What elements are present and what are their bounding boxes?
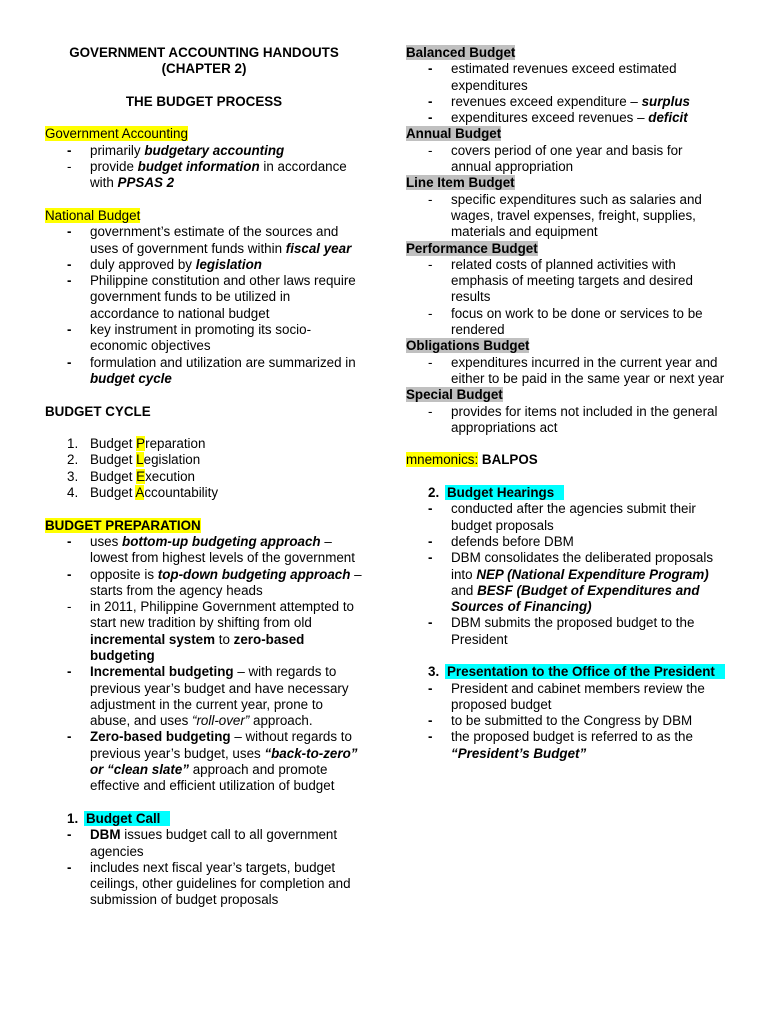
list-item: - expenditures exceed revenues – deficit [428, 110, 688, 126]
list-item: - to be submitted to the Congress by DBM [428, 713, 693, 729]
national-budget-heading: National Budget [45, 207, 141, 223]
list-item: - DBM issues budget call to all government agencies [67, 827, 338, 859]
list-item: - estimated revenues exceed estimated expenditures [428, 61, 677, 93]
list-item: - government’s estimate of the sources and uses of government funds within fiscal year [67, 224, 352, 256]
list-item: - defends before DBM [428, 533, 574, 549]
list-item: - related costs of planned activities with emphasis of meeting targets and desired results [428, 256, 693, 305]
budget-preparation-heading: BUDGET PREPARATION [45, 517, 201, 533]
special-budget-heading: Special Budget [406, 387, 503, 403]
budget-hearings-heading: 2. Budget Hearings [406, 485, 726, 501]
performance-budget-heading: Performance Budget [406, 240, 538, 256]
list-item: - President and cabinet members review the proposed budget [428, 680, 705, 712]
list-item: - provide budget information in accordance with PPSAS 2 [67, 159, 347, 191]
list-item: - key instrument in promoting its socio-economic objectives [67, 322, 312, 354]
list-item: - primarily budgetary accounting [67, 142, 285, 158]
annual-budget-heading: Annual Budget [406, 126, 502, 142]
balanced-budget-heading: Balanced Budget [406, 45, 516, 60]
list-item: - conducted after the agencies submit their budget proposals [428, 501, 696, 533]
document-chapter: (CHAPTER 2) [161, 61, 247, 77]
list-item: - specific expenditures such as salaries and wages, travel expenses, freight, supplies, materials and equipment [428, 191, 702, 240]
document-title: GOVERNMENT ACCOUNTING HANDOUTS [69, 45, 339, 60]
section-title: THE BUDGET PROCESS [125, 93, 283, 109]
budget-call-heading: 1. Budget Call [45, 811, 363, 827]
list-item: - Incremental budgeting – with regards to previous year’s budget and have necessary adjustment in the current year, prone to abuse, and uses “roll-over” approach. [67, 664, 349, 729]
mnemonic-line: mnemonics: BALPOS [406, 452, 538, 468]
list-item: - in 2011, Philippine Government attempted to start new tradition by shifting from old incremental system to zero-based budgeting [67, 599, 355, 663]
left-column [45, 45, 363, 909]
list-item: - covers period of one year and basis for annual appropriation [428, 142, 683, 175]
gov-accounting-heading: Government Accounting [45, 126, 188, 142]
list-item: - DBM consolidates the deliberated proposals into NEP (National Expenditure Program) and BESF (Budget of Expenditures and Sources of Financing) [428, 550, 714, 615]
list-item: - DBM submits the proposed budget to the President [428, 615, 695, 647]
obligations-budget-heading: Obligations Budget [406, 338, 530, 354]
list-item: - includes next fiscal year’s targets, budget ceilings, other guidelines for completion and submission of budget proposals [67, 859, 351, 908]
list-item: - focus on work to be done or services to be rendered [428, 305, 703, 338]
list-item: - duly approved by legislation [67, 256, 262, 272]
list-item: 4. Budget Accountability [67, 485, 219, 501]
list-item: - the proposed budget is referred to as the “President’s Budget” [428, 729, 693, 761]
list-item: - Zero-based budgeting – without regards to previous year’s budget, uses “back-to-zero” or “clean slate” approach and promote effective and efficient utilization of budget [67, 729, 358, 794]
budget-cycle-heading: BUDGET CYCLE [45, 403, 151, 419]
list-item: 3. Budget Execution [67, 468, 195, 484]
list-item: - Philippine constitution and other laws require government funds to be utilized in accordance to national budget [67, 273, 356, 321]
list-item: - opposite is top-down budgeting approach – starts from the agency heads [67, 566, 362, 598]
list-item: 2. Budget Legislation [67, 452, 201, 468]
list-item: 1. Budget Preparation [67, 436, 206, 452]
right-column [406, 45, 726, 762]
list-item: - formulation and utilization are summarized in budget cycle [67, 354, 356, 386]
list-item: - expenditures incurred in the current year and either to be paid in the same year or next year [428, 354, 725, 386]
list-item: - provides for items not included in the general appropriations act [428, 403, 718, 435]
budget-cycle-list [45, 436, 363, 501]
list-item: - uses bottom-up budgeting approach – lowest from highest levels of the government [67, 533, 355, 566]
presentation-heading: 3. Presentation to the Office of the President [406, 664, 726, 680]
line-item-budget-heading: Line Item Budget [406, 175, 515, 191]
list-item: - revenues exceed expenditure – surplus [428, 93, 690, 109]
